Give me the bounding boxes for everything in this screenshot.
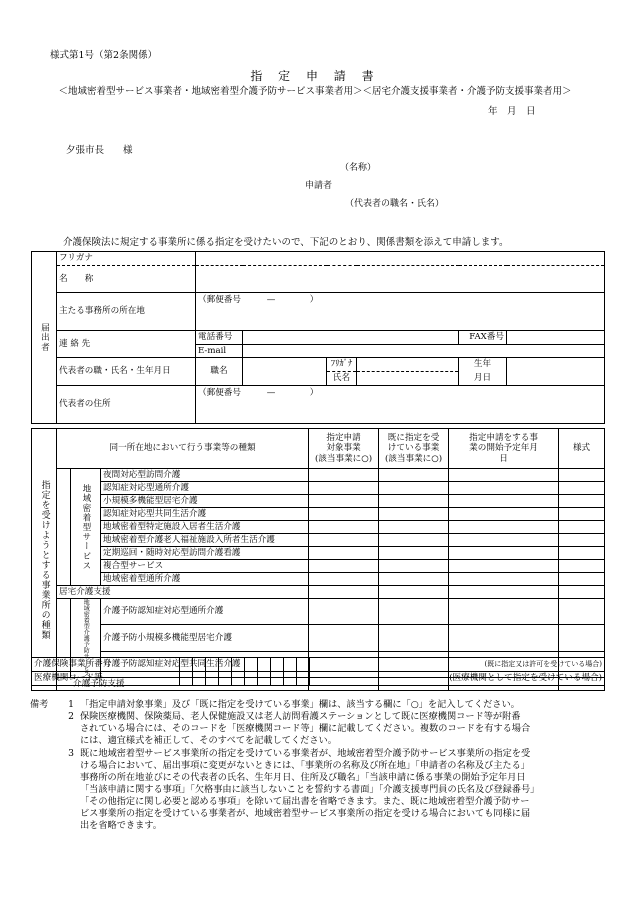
phone-label: 電話番号	[196, 331, 243, 345]
fax-label: FAX番号	[459, 331, 507, 345]
addressee: 夕張市長 様	[66, 145, 133, 156]
target-cell[interactable]	[309, 560, 379, 573]
digit-cell[interactable]	[232, 658, 245, 672]
group2-label: 地域密着型介護予防サービス	[71, 599, 101, 678]
target-cell[interactable]	[309, 469, 379, 482]
digit-cell[interactable]	[271, 658, 284, 672]
target-cell[interactable]	[309, 573, 379, 586]
document-subtitle: ＜地域密着型サービス事業者・地域密着型介護予防サービス事業者用＞＜居宅介護支援事業者・介護予防支援事業者用＞	[58, 86, 572, 97]
position-input[interactable]	[243, 358, 327, 386]
digit-cell[interactable]	[219, 672, 232, 686]
rep-furigana-label: ﾌﾘｶﾞﾅ	[327, 358, 357, 372]
services-table	[31, 428, 605, 691]
medical-code-label: 医療機関コード等	[32, 672, 180, 686]
digit-cell[interactable]	[232, 672, 245, 686]
target-cell[interactable]	[309, 521, 379, 534]
digit-cell[interactable]	[245, 672, 258, 686]
prevention-support-label: 介護予防支援	[57, 678, 309, 691]
start-date-cell[interactable]	[449, 508, 559, 521]
already-cell[interactable]	[379, 560, 449, 573]
form-number: 様式第1号（第2条関係）	[50, 50, 158, 61]
service-row-label: 地域密着型特定施設入居者生活介護	[101, 521, 309, 534]
service-row-label: 小規模多機能型居宅介護	[101, 495, 309, 508]
service-row-label: 夜間対応型訪問介護	[101, 469, 309, 482]
rep-address-label: 代表者の住所	[57, 386, 196, 424]
digit-cell[interactable]	[219, 658, 232, 672]
target-cell[interactable]	[309, 508, 379, 521]
birth-label-2: 月日	[459, 372, 507, 386]
rep-postal-code-label: （郵便番号 — ）	[198, 388, 319, 398]
email-input[interactable]	[243, 345, 605, 358]
service-row-label: 地域密着型通所介護	[101, 573, 309, 586]
postal-code-label: （郵便番号 — ）	[198, 295, 319, 305]
already-cell[interactable]	[379, 586, 449, 599]
digit-cell[interactable]	[284, 672, 297, 686]
header-already: 既に指定を受 けている事業 (該当事業に○)	[379, 429, 449, 469]
form-cell[interactable]	[559, 625, 605, 651]
service-row-label: 介護予防認知症対応型通所介護	[101, 599, 309, 625]
target-cell[interactable]	[309, 495, 379, 508]
service-row-label: 複合型サービス	[101, 560, 309, 573]
form-cell[interactable]	[559, 586, 605, 599]
already-cell[interactable]	[379, 482, 449, 495]
email-label: E-mail	[196, 345, 243, 358]
already-cell[interactable]	[379, 469, 449, 482]
birth-label: 生年	[459, 358, 507, 372]
contact-label: 連 絡 先	[57, 331, 196, 358]
insurance-no-label: 介護保険事業所番号	[32, 658, 180, 672]
service-row-label: 介護予防小規模多機能型居宅介護	[101, 625, 309, 651]
applicant-name-label: （名称）	[340, 163, 377, 173]
date-field[interactable]: 年 月 日	[488, 106, 536, 117]
note-text: 「指定申請対象事業」及び「既に指定を受けている事業」欄は、該当する欄に「○」を記入してください。	[80, 699, 520, 710]
start-date-cell[interactable]	[449, 599, 559, 625]
digit-cell[interactable]	[297, 672, 310, 686]
digit-cell[interactable]	[297, 658, 310, 672]
position-label: 職名	[196, 358, 243, 386]
services-side-label: 指定を受けようとする事業所の種類	[32, 429, 57, 691]
applicant-table	[31, 251, 605, 424]
already-cell[interactable]	[379, 495, 449, 508]
target-cell[interactable]	[309, 625, 379, 651]
furigana-label: フリガナ	[57, 252, 196, 266]
form-cell[interactable]	[559, 469, 605, 482]
digit-cell[interactable]	[284, 658, 297, 672]
document-title: 指 定 申 請 書	[250, 69, 380, 83]
start-date-cell[interactable]	[449, 573, 559, 586]
applicant-label: 申請者	[305, 181, 333, 191]
service-row-label: 定期巡回・随時対応型訪問介護看護	[101, 547, 309, 560]
start-date-cell[interactable]	[449, 547, 559, 560]
start-date-cell[interactable]	[449, 482, 559, 495]
target-cell[interactable]	[309, 482, 379, 495]
digit-cell[interactable]	[193, 658, 206, 672]
already-cell[interactable]	[379, 625, 449, 651]
fax-input[interactable]	[507, 331, 605, 345]
service-row-label: 介護予防認知症対応型共同生活介護	[101, 651, 309, 677]
name-input[interactable]	[196, 266, 605, 293]
form-cell[interactable]	[559, 521, 605, 534]
note-text: 保険医療機関、保険薬局、老人保健施設又は老人訪問看護ステーションとして既に医療機関コード等が附番 されている場合には、そのコードを「医療機関コード等」欄に記載してください。複数のコードを有する場合 には、適宜様式を補正して、そのすべてを記載してください。	[80, 711, 531, 747]
header-form: 様式	[559, 429, 605, 469]
start-date-cell[interactable]	[449, 521, 559, 534]
target-cell[interactable]	[309, 547, 379, 560]
rep-name-label: 氏名	[327, 372, 357, 386]
notes-head: 備考	[30, 699, 49, 710]
furigana-input[interactable]	[196, 252, 605, 266]
form-cell[interactable]	[559, 560, 605, 573]
service-row-label: 地域密着型介護老人福祉施設入所者生活介護	[101, 534, 309, 547]
digit-cell[interactable]	[245, 658, 258, 672]
notes-section	[30, 699, 610, 833]
already-cell[interactable]	[379, 599, 449, 625]
header-target: 指定申請 対象事業 (該当事業に○)	[309, 429, 379, 469]
start-date-cell[interactable]	[449, 625, 559, 651]
form-cell[interactable]	[559, 495, 605, 508]
digit-cell[interactable]	[258, 658, 271, 672]
digit-cell[interactable]	[206, 658, 219, 672]
service-row-label: 認知症対応型共同生活介護	[101, 508, 309, 521]
home-care-support-label: 居宅介護支援	[57, 586, 309, 599]
digit-cell[interactable]	[206, 672, 219, 686]
already-cell[interactable]	[379, 508, 449, 521]
digit-cell[interactable]	[180, 658, 193, 672]
form-cell[interactable]	[559, 534, 605, 547]
rep-info-label: 代表者の職・氏名・生年月日	[57, 358, 196, 386]
target-cell[interactable]	[309, 599, 379, 625]
service-row-label: 認知症対応型通所介護	[101, 482, 309, 495]
already-cell[interactable]	[379, 547, 449, 560]
rep-furigana-input[interactable]	[357, 358, 459, 372]
name-label: 名 称	[57, 266, 196, 293]
digit-cell[interactable]	[180, 672, 193, 686]
rep-name-input[interactable]	[357, 372, 459, 386]
form-cell[interactable]	[559, 508, 605, 521]
target-cell[interactable]	[309, 586, 379, 599]
group1-indent	[57, 469, 71, 586]
medical-note: (医療機関として指定を受けている場合)	[310, 672, 605, 686]
already-cell[interactable]	[379, 573, 449, 586]
phone-input[interactable]	[243, 331, 459, 345]
intro-text: 介護保険法に規定する事業所に係る指定を受けたいので、下記のとおり、関係書類を添えて申請します。	[63, 237, 509, 248]
start-date-cell[interactable]	[449, 469, 559, 482]
start-date-cell[interactable]	[449, 586, 559, 599]
note-number: 3	[68, 747, 74, 759]
group1-label: 地域密着型サービス	[71, 469, 101, 586]
header-service-type: 同一所在地において行う事業等の種類	[57, 429, 309, 469]
note-number: 1	[68, 699, 74, 710]
already-cell[interactable]	[379, 521, 449, 534]
digit-cell[interactable]	[258, 672, 271, 686]
start-date-cell[interactable]	[449, 495, 559, 508]
note-number: 2	[68, 711, 74, 723]
representative-label: （代表者の職名・氏名）	[345, 199, 445, 209]
digit-cell[interactable]	[271, 672, 284, 686]
target-cell[interactable]	[309, 534, 379, 547]
birth-input[interactable]	[507, 358, 605, 386]
header-start-date: 指定申請をする事 業の開始予定年月 日	[449, 429, 559, 469]
office-address-label: 主たる事務所の所在地	[57, 293, 196, 331]
form-cell[interactable]	[559, 573, 605, 586]
applicant-side-label: 届出者	[32, 252, 57, 424]
codes-table	[31, 657, 605, 686]
start-date-cell[interactable]	[449, 534, 559, 547]
form-cell[interactable]	[559, 547, 605, 560]
office-address-input[interactable]	[196, 293, 605, 331]
note-text: 既に地域密着型サービス事業所の指定を受けている事業者が、地域密着型介護予防サービス事業所の指定を受 ける場合において、届出事項に変更がないときには、「事業所の名称及び所在地」「申請者の名称及び主たる」 事務所の所在地並びにその代表者の氏名、生年月日、住所及び職名」「当該申請に係る事業の開始予定年月日 「当該申請に関する事項」「欠格事由に該当しないことを誓約する書面」「介護支援専門員の氏名及び登録番号」 「その他指定に関し必要と認める事項」を除いて届出書を省略できます。また、既に地域密着型介護予防サー ビス事業所の指定を受けている事業者が、地域密着型サービス事業所の指定を受ける場合においても同様に届 出を省略できます。	[80, 747, 540, 832]
form-cell[interactable]	[559, 482, 605, 495]
insurance-note: (既に指定又は許可を受けている場合)	[310, 658, 605, 672]
digit-cell[interactable]	[193, 672, 206, 686]
rep-address-input[interactable]	[196, 386, 605, 424]
start-date-cell[interactable]	[449, 560, 559, 573]
form-cell[interactable]	[559, 599, 605, 625]
already-cell[interactable]	[379, 534, 449, 547]
